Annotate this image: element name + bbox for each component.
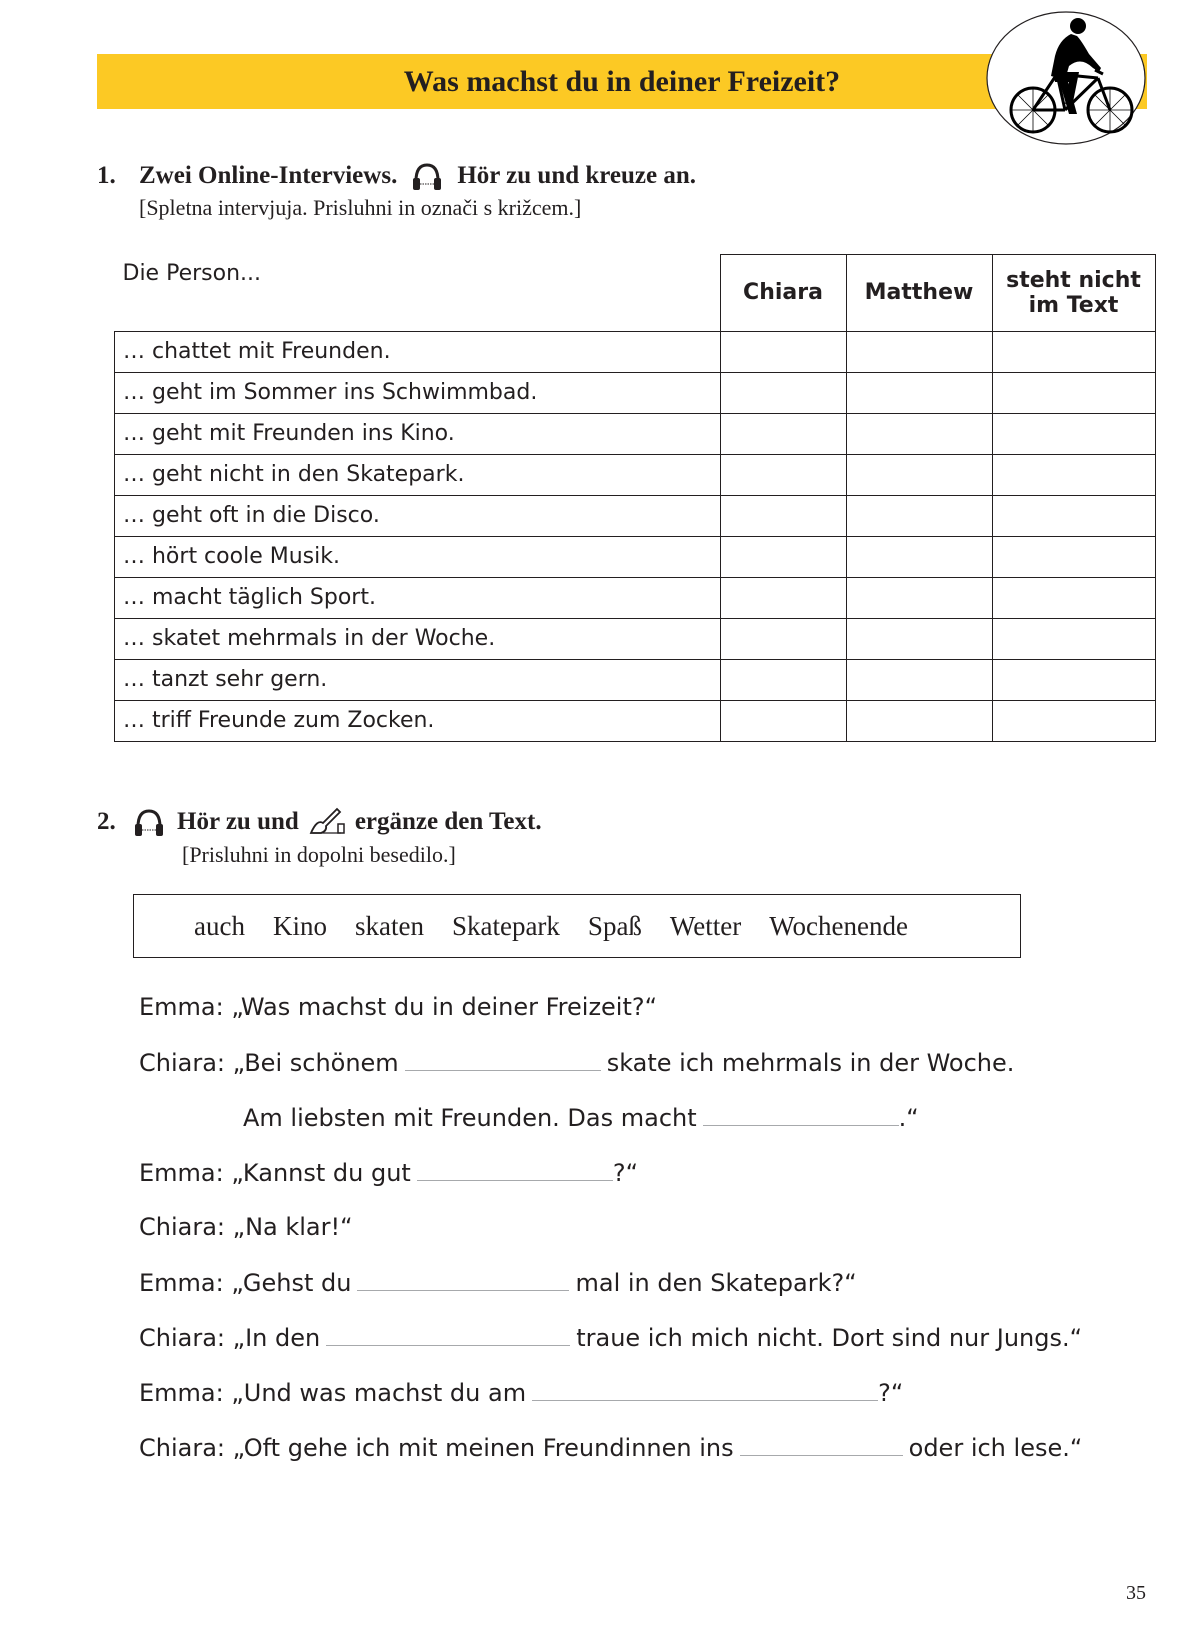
check-cell-chiara[interactable] <box>720 454 846 495</box>
table-header-row <box>115 255 1156 332</box>
dialogue-text: oder ich lese.“ <box>908 1434 1083 1462</box>
check-cell-not-in-text[interactable] <box>992 413 1155 454</box>
headphones-icon <box>411 161 443 191</box>
dialogue-line <box>243 1103 919 1132</box>
page-title: Was machst du in deiner Freizeit? <box>403 65 841 98</box>
check-cell-chiara[interactable] <box>720 659 846 700</box>
statement-cell: … geht nicht in den Skatepark. <box>115 454 721 495</box>
check-cell-chiara[interactable] <box>720 495 846 536</box>
dialogue-line <box>139 1378 903 1407</box>
check-cell-chiara[interactable] <box>720 413 846 454</box>
fill-in-blank[interactable] <box>532 1378 878 1401</box>
check-cell-not-in-text[interactable] <box>992 372 1155 413</box>
check-cell-matthew[interactable] <box>846 618 992 659</box>
dialogue-line <box>139 1323 1082 1352</box>
task2-translation: [Prisluhni in dopolni besedilo.] <box>182 842 456 867</box>
cyclist-icon <box>985 10 1148 147</box>
check-cell-matthew[interactable] <box>846 700 992 741</box>
task1-heading <box>97 161 696 191</box>
dialogue-line <box>139 1158 638 1187</box>
fill-in-blank[interactable] <box>357 1268 569 1291</box>
task2-number: 2. <box>97 808 116 835</box>
column-header-matthew: Matthew <box>846 255 992 332</box>
statement-cell: … skatet mehrmals in der Woche. <box>115 618 721 659</box>
check-cell-matthew[interactable] <box>846 495 992 536</box>
fill-in-blank[interactable] <box>703 1103 899 1126</box>
check-cell-chiara[interactable] <box>720 331 846 372</box>
dialogue-line <box>139 1213 353 1241</box>
table-row <box>115 495 1156 536</box>
dialogue-line <box>139 993 657 1021</box>
statement-cell: … geht mit Freunden ins Kino. <box>115 413 721 454</box>
task1-translation: [Spletna intervjuja. Prisluhni in označi s križcem.] <box>139 195 582 220</box>
dialogue-text: Emma: „Was machst du in deiner Freizeit?“ <box>139 993 658 1021</box>
dialogue-text: ?“ <box>612 1159 639 1187</box>
word-bank-item: Spaß <box>587 910 642 941</box>
check-cell-not-in-text[interactable] <box>992 577 1155 618</box>
check-cell-chiara[interactable] <box>720 577 846 618</box>
table-row <box>115 454 1156 495</box>
check-cell-chiara[interactable] <box>720 700 846 741</box>
dialogue-text: Chiara: „In den <box>139 1324 321 1352</box>
fill-in-blank[interactable] <box>740 1433 903 1456</box>
table-row <box>115 577 1156 618</box>
dialogue-line <box>139 1048 1014 1077</box>
task1-title: Zwei Online-Interviews. <box>139 162 398 189</box>
dialogue-text: Chiara: „Na klar!“ <box>139 1213 353 1241</box>
table-row <box>115 413 1156 454</box>
table-row <box>115 331 1156 372</box>
word-bank-item: Kino <box>272 910 327 941</box>
dialogue-text: Chiara: „Oft gehe ich mit meinen Freundinnen ins <box>139 1434 734 1462</box>
word-bank-item: Wetter <box>669 910 742 941</box>
dialogue-text: Am liebsten mit Freunden. Das macht <box>243 1104 697 1132</box>
column-header-chiara: Chiara <box>720 255 846 332</box>
dialogue-text: Chiara: „Bei schönem <box>139 1049 399 1077</box>
check-cell-chiara[interactable] <box>720 372 846 413</box>
word-bank-item: auch <box>194 910 245 941</box>
check-cell-matthew[interactable] <box>846 372 992 413</box>
dialogue-text: .“ <box>898 1104 919 1132</box>
dialogue-line <box>139 1433 1082 1462</box>
statement-cell: … geht oft in die Disco. <box>115 495 721 536</box>
word-bank-item: skaten <box>354 910 424 941</box>
check-cell-matthew[interactable] <box>846 577 992 618</box>
check-cell-matthew[interactable] <box>846 454 992 495</box>
check-cell-matthew[interactable] <box>846 413 992 454</box>
check-cell-matthew[interactable] <box>846 331 992 372</box>
task1-number: 1. <box>97 162 116 189</box>
table-row <box>115 700 1156 741</box>
statement-cell: … macht täglich Sport. <box>115 577 721 618</box>
table-row <box>115 659 1156 700</box>
table-row <box>115 372 1156 413</box>
dialogue-text: traue ich mich nicht. Dort sind nur Jungs.“ <box>576 1324 1083 1352</box>
dialogue-line <box>139 1268 857 1297</box>
word-bank <box>133 894 1021 958</box>
task2-heading <box>97 807 542 837</box>
page-number: 35 <box>1126 1582 1146 1604</box>
statement-cell: … geht im Sommer ins Schwimmbad. <box>115 372 721 413</box>
task2-instruction-a: Hör zu und <box>177 808 299 835</box>
table-row <box>115 536 1156 577</box>
check-cell-not-in-text[interactable] <box>992 536 1155 577</box>
table-row <box>115 618 1156 659</box>
statement-cell: … chattet mit Freunden. <box>115 331 721 372</box>
word-bank-item: Skatepark <box>451 910 560 941</box>
task1-instruction: Hör zu und kreuze an. <box>457 162 697 189</box>
writing-hand-icon <box>307 807 347 837</box>
check-cell-matthew[interactable] <box>846 536 992 577</box>
check-cell-not-in-text[interactable] <box>992 659 1155 700</box>
check-cell-not-in-text[interactable] <box>992 331 1155 372</box>
headphones-icon <box>133 807 165 837</box>
fill-in-blank[interactable] <box>326 1323 570 1346</box>
table-lead: Die Person... <box>115 255 721 332</box>
fill-in-blank[interactable] <box>405 1048 601 1071</box>
check-cell-chiara[interactable] <box>720 618 846 659</box>
column-header-not-in-text: steht nicht im Text <box>992 255 1155 332</box>
check-cell-not-in-text[interactable] <box>992 618 1155 659</box>
statement-cell: … hört coole Musik. <box>115 536 721 577</box>
statement-cell: … triff Freunde zum Zocken. <box>115 700 721 741</box>
check-cell-matthew[interactable] <box>846 659 992 700</box>
dialogue-text: ?“ <box>878 1379 904 1407</box>
dialogue-text: Emma: „Gehst du <box>139 1269 352 1297</box>
word-bank-item: Wochenende <box>769 910 908 941</box>
check-cell-chiara[interactable] <box>720 536 846 577</box>
dialogue-text: skate ich mehrmals in der Woche. <box>606 1049 1015 1077</box>
dialogue-text: mal in den Skatepark?“ <box>575 1269 857 1297</box>
task2-instruction-b: ergänze den Text. <box>354 808 542 835</box>
fill-in-blank[interactable] <box>417 1158 613 1181</box>
check-cell-not-in-text[interactable] <box>992 700 1155 741</box>
check-cell-not-in-text[interactable] <box>992 495 1155 536</box>
dialogue-text: Emma: „Und was machst du am <box>139 1379 527 1407</box>
check-cell-not-in-text[interactable] <box>992 454 1155 495</box>
statement-cell: … tanzt sehr gern. <box>115 659 721 700</box>
dialogue-text: Emma: „Kannst du gut <box>139 1159 411 1187</box>
answer-table <box>114 254 1156 742</box>
